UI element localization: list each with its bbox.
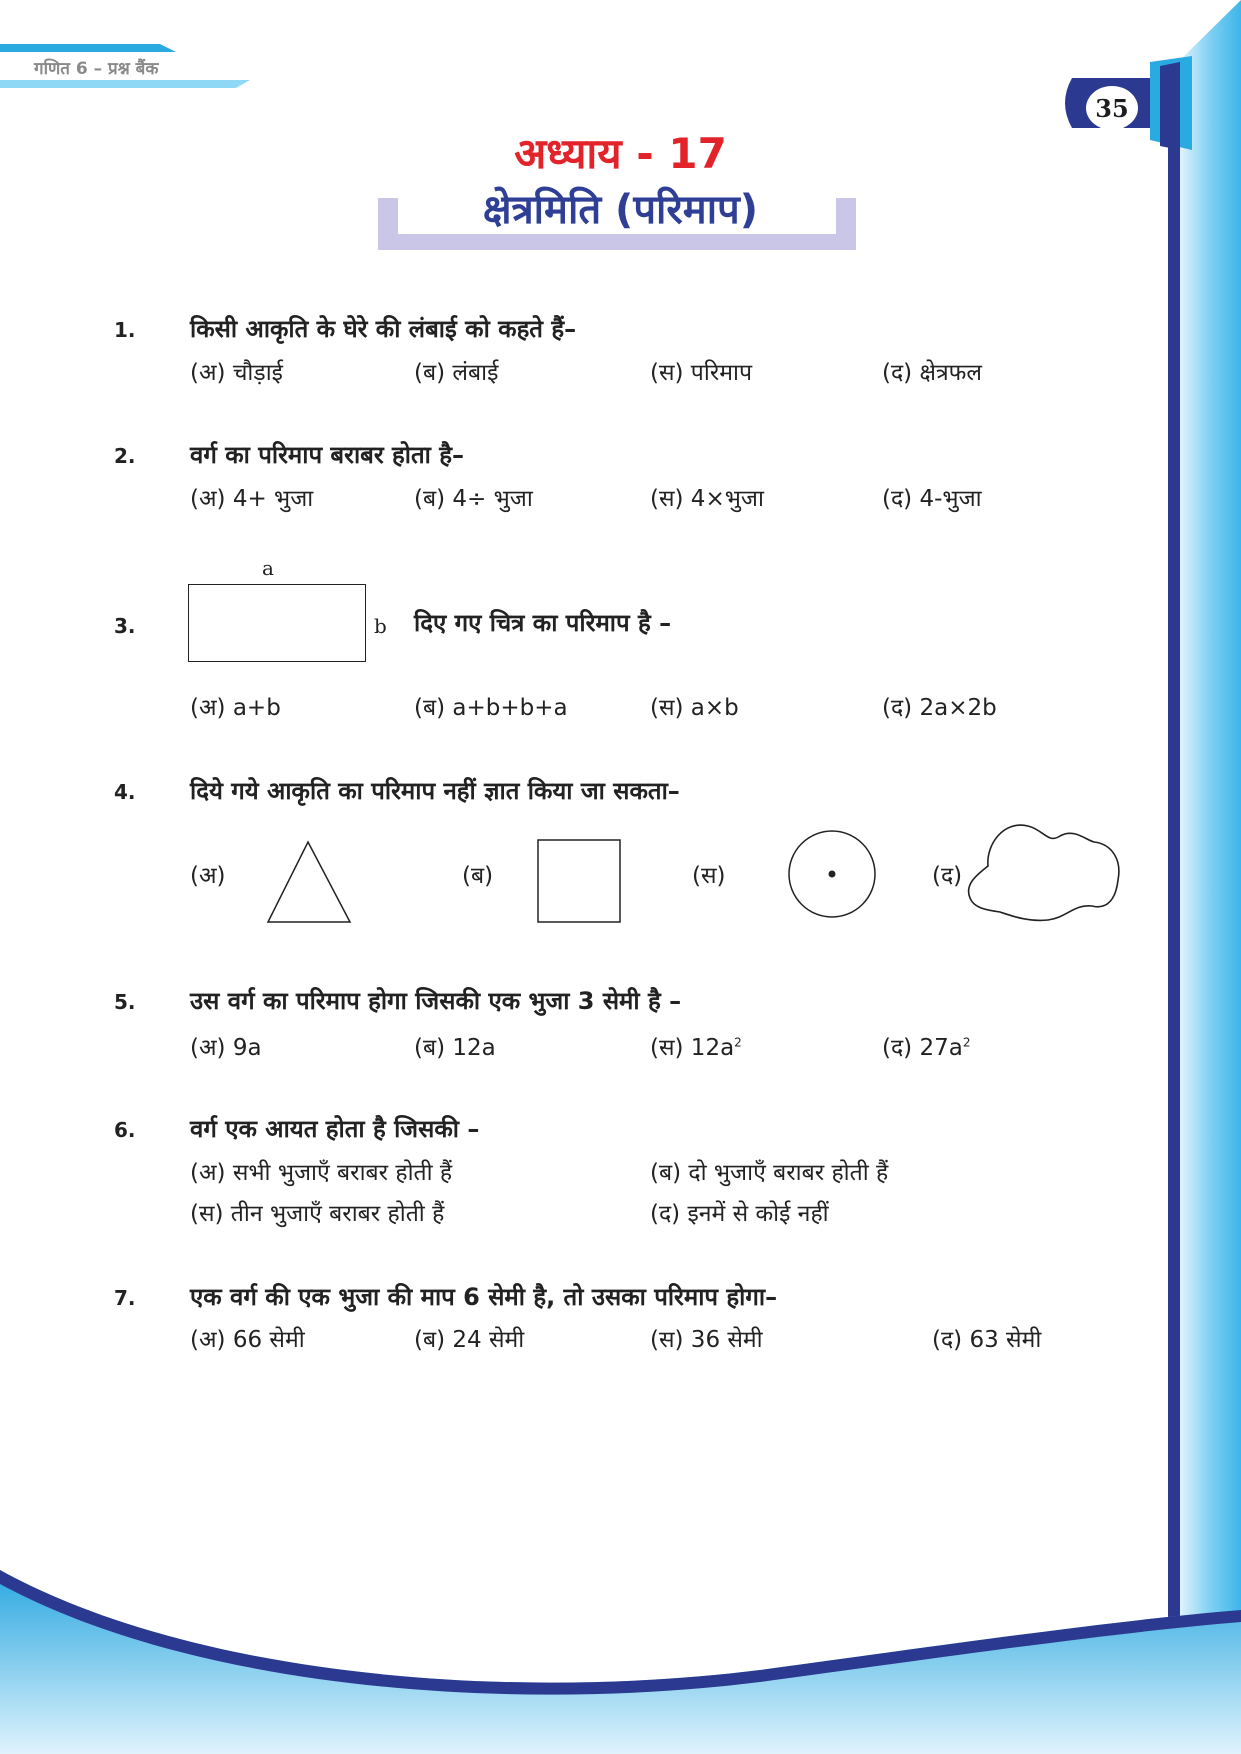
side-a-label: a (262, 556, 274, 580)
option-c: (स) $12a^2$ (650, 1035, 742, 1061)
option-b: (ब) 24 सेमी (414, 1327, 525, 1353)
question-number: 5. (114, 990, 136, 1014)
option-b: (ब) a+b+b+a (414, 695, 568, 721)
option-d: (द) 63 सेमी (932, 1327, 1042, 1353)
option-a: (अ) a+b (190, 695, 281, 721)
side-b-label: b (374, 614, 387, 638)
option-c: (स) तीन भुजाएँ बराबर होती हैं (190, 1201, 445, 1227)
option-d: (द) $27a^2$ (882, 1035, 971, 1061)
question-number: 7. (114, 1286, 136, 1310)
question-number: 3. (114, 614, 136, 638)
option-a: (अ) 9a (190, 1035, 262, 1061)
option-d: (द) 2a×2b (882, 695, 997, 721)
option-a: (अ) 66 सेमी (190, 1327, 305, 1353)
option-b: (ब) (462, 863, 494, 889)
option-b: (ब) 12a (414, 1035, 496, 1061)
question-text: उस वर्ग का परिमाप होगा जिसकी एक भुजा 3 सेमी है – (190, 987, 682, 1015)
option-a: (अ) चौड़ाई (190, 360, 283, 386)
question-number: 1. (114, 318, 136, 342)
option-b: (ब) दो भुजाएँ बराबर होती हैं (650, 1160, 889, 1186)
page-number: 35 (1086, 86, 1138, 130)
exponent: 2 (734, 1035, 742, 1050)
option-a: (अ) (190, 863, 226, 889)
option-b: (ब) 4÷ भुजा (414, 486, 533, 512)
option-a: (अ) 4+ भुजा (190, 486, 314, 512)
option-d: (द) (932, 863, 963, 889)
option-d: (द) इनमें से कोई नहीं (650, 1201, 829, 1227)
question-number: 6. (114, 1118, 136, 1142)
option-d: (द) 4-भुजा (882, 486, 982, 512)
book-label: गणित 6 – प्रश्न बैंक (34, 59, 159, 79)
chapter-number: अध्याय - 17 (514, 129, 727, 178)
option-c: (स) a×b (650, 695, 739, 721)
question-text: वर्ग एक आयत होता है जिसकी – (190, 1115, 480, 1143)
option-c: (स) 4×भुजा (650, 486, 764, 512)
question-text: दिए गए चित्र का परिमाप है – (414, 609, 672, 637)
chapter-title: क्षेत्रमिति (परिमाप) (482, 187, 759, 233)
option-b: (ब) लंबाई (414, 360, 499, 386)
option-c: (स) परिमाप (650, 360, 753, 386)
question-number: 4. (114, 780, 136, 804)
square-shape (534, 836, 624, 926)
triangle-shape (260, 830, 356, 926)
question-text: वर्ग का परिमाप बराबर होता है– (190, 441, 465, 469)
question-number: 2. (114, 444, 136, 468)
question-text: किसी आकृति के घेरे की लंबाई को कहते हैं– (190, 315, 577, 343)
circle-shape (784, 826, 880, 922)
option-d: (द) क्षेत्रफल (882, 360, 982, 386)
option-c: (स) 36 सेमी (650, 1327, 763, 1353)
rectangle-figure (188, 584, 366, 662)
irregular-shape (956, 814, 1126, 926)
exponent: 2 (962, 1035, 971, 1050)
question-text: एक वर्ग की एक भुजा की माप 6 सेमी है, तो उसका परिमाप होगा– (190, 1283, 778, 1311)
option-a: (अ) सभी भुजाएँ बराबर होती हैं (190, 1160, 453, 1186)
option-c: (स) (692, 863, 726, 889)
question-text: दिये गये आकृति का परिमाप नहीं ज्ञात किया जा सकता– (190, 777, 680, 805)
